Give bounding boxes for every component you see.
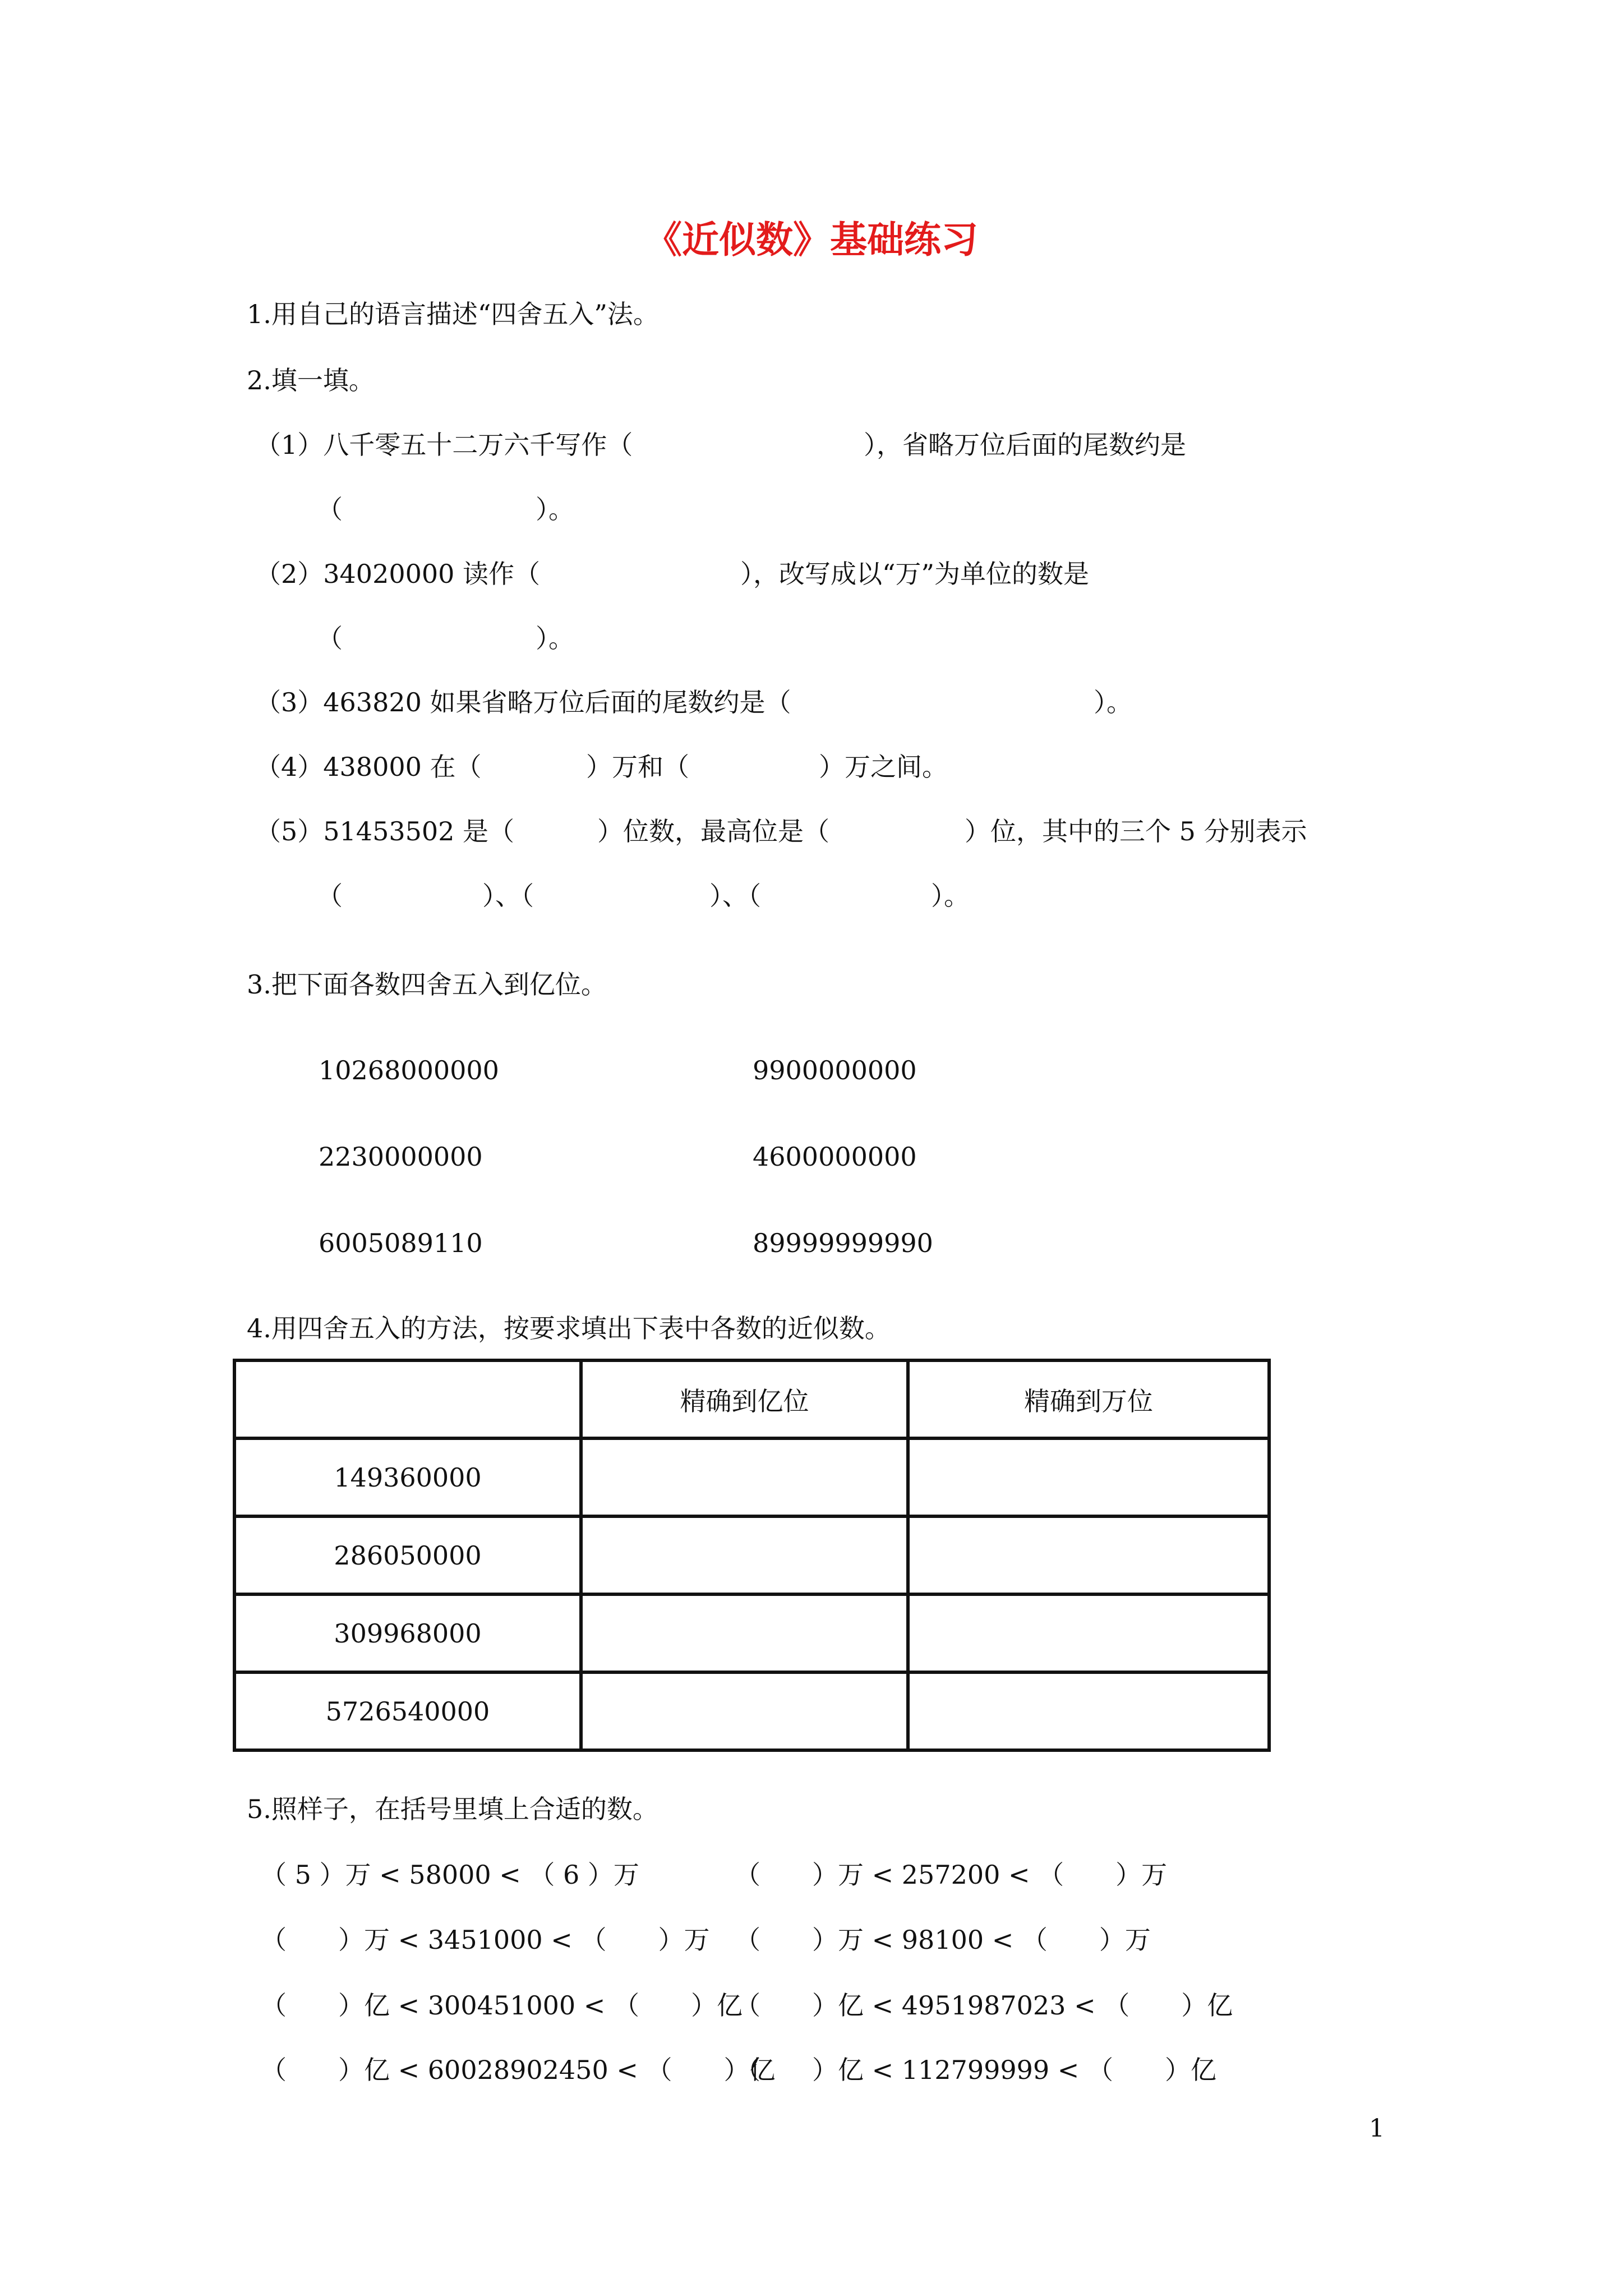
q3-number: 6005089110 — [319, 1228, 483, 1258]
q2-part2-text-b: ），改写成以“万”为单位的数是 — [740, 559, 1090, 589]
table-row — [234, 1672, 1269, 1750]
q5-line: （ 5 ）万 < 58000 < （ 6 ）万 — [261, 1860, 639, 1890]
q2-part5-text-c: ）位，其中的三个 5 分别表示 — [965, 816, 1307, 846]
question-1: 1.用自己的语言描述“四舍五入”法。 — [247, 299, 659, 329]
q3-number: 4600000000 — [753, 1142, 917, 1172]
q3-number: 2230000000 — [319, 1142, 483, 1172]
q5-line: （ ）万 < 98100 < （ ）万 — [735, 1925, 1151, 1955]
q2-part1-text-a: （1）八千零五十二万六千写作（ — [255, 430, 633, 460]
q2-part2-text-a: （2）34020000 读作（ — [255, 559, 541, 589]
question-2-heading: 2.填一填。 — [247, 365, 375, 395]
table-row — [234, 1594, 1269, 1672]
answer-cell[interactable] — [581, 1438, 908, 1516]
q2-part3-text-b: ）。 — [1094, 687, 1132, 717]
table-row-number: 309968000 — [234, 1594, 581, 1672]
q5-line: （ ）亿 < 60028902450 < （ ）亿 — [261, 2055, 776, 2085]
q2-part5-paren-1: （ — [317, 881, 343, 911]
answer-cell[interactable] — [908, 1594, 1269, 1672]
q3-number: 89999999990 — [753, 1228, 933, 1258]
q2-part5-paren-3: ）、（ — [709, 881, 761, 911]
q2-part2-paren-close: ）。 — [536, 623, 574, 654]
question-3-heading: 3.把下面各数四舍五入到亿位。 — [247, 969, 607, 1000]
q2-part4-text-c: ）万之间。 — [819, 752, 948, 782]
q2-part5-paren-2: ）、（ — [482, 881, 534, 911]
answer-cell[interactable] — [908, 1516, 1269, 1594]
table-row-number: 286050000 — [234, 1516, 581, 1594]
question-4-heading: 4.用四舍五入的方法，按要求填出下表中各数的近似数。 — [247, 1313, 891, 1343]
q2-part3-text-a: （3）463820 如果省略万位后面的尾数约是（ — [255, 687, 791, 717]
q2-part2-paren-open: （ — [317, 623, 343, 654]
q5-line: （ ）亿 < 112799999 < （ ）亿 — [735, 2055, 1216, 2085]
page-number: 1 — [1369, 2114, 1385, 2143]
q2-part4-text-b: ）万和（ — [586, 752, 689, 782]
page-title: 《近似数》基础练习 — [645, 218, 978, 261]
table-row-number: 5726540000 — [234, 1672, 581, 1750]
approximation-table — [233, 1359, 1271, 1752]
q5-line: （ ）亿 < 300451000 < （ ）亿 — [261, 1990, 743, 2021]
table-row — [234, 1516, 1269, 1594]
table-header-row — [234, 1360, 1269, 1438]
q2-part5-text-b: ）位数，最高位是（ — [597, 816, 829, 846]
q2-part1-paren-close: ）。 — [536, 494, 574, 524]
answer-cell[interactable] — [908, 1438, 1269, 1516]
table-row-number: 149360000 — [234, 1438, 581, 1516]
q2-part4-text-a: （4）438000 在（ — [255, 752, 482, 782]
answer-cell[interactable] — [581, 1672, 908, 1750]
q3-number: 9900000000 — [753, 1055, 917, 1085]
answer-cell[interactable] — [581, 1516, 908, 1594]
q5-line: （ ）亿 < 4951987023 < （ ）亿 — [735, 1990, 1233, 2021]
q2-part1-text-b: ），省略万位后面的尾数约是 — [864, 430, 1186, 460]
table-header-cell: 精确到万位 — [908, 1360, 1269, 1438]
answer-cell[interactable] — [908, 1672, 1269, 1750]
table-row — [234, 1438, 1269, 1516]
q5-line: （ ）万 < 257200 < （ ）万 — [735, 1860, 1168, 1890]
q2-part5-text-a: （5）51453502 是（ — [255, 816, 515, 846]
answer-cell[interactable] — [581, 1594, 908, 1672]
q3-number: 10268000000 — [319, 1055, 499, 1085]
question-5-heading: 5.照样子，在括号里填上合适的数。 — [247, 1794, 658, 1824]
q5-line: （ ）万 < 3451000 < （ ）万 — [261, 1925, 710, 1955]
table-header-cell: 精确到亿位 — [581, 1360, 908, 1438]
q2-part5-paren-4: ）。 — [931, 881, 970, 911]
q2-part1-paren-open: （ — [317, 494, 343, 524]
table-header-cell — [234, 1360, 581, 1438]
